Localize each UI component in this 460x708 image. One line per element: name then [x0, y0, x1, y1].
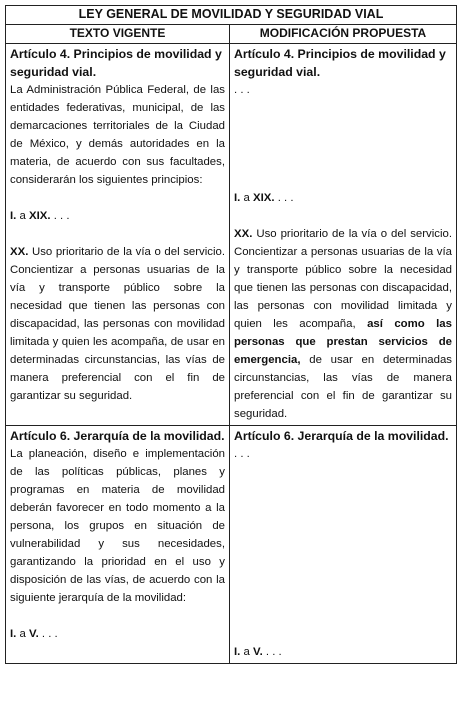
article-4-current-range: [10, 207, 225, 225]
table-title: LEY GENERAL DE MOVILIDAD Y SEGURIDAD VIAL: [6, 6, 457, 25]
range-start: I.: [10, 628, 17, 640]
range-connector: a: [240, 192, 254, 204]
range-ellipsis: . . .: [50, 210, 70, 222]
article-6-current-intro: La planeación, diseño e implementación de las políticas públicas, planes y programas en materia de movilidad deberán favorecer en todo momento a la persona, los grupos en situación de vulnerabilidad y sus necesidades, garantizando la prioridad en el uso y disposición de las vías, de acuerdo con la siguiente jerarquía de la movilidad:: [10, 448, 225, 604]
range-end: XIX.: [253, 192, 275, 204]
article-4-proposed-title: Artículo 4. Principios de movilidad y seguridad vial.: [234, 47, 446, 79]
article-4-current-intro: La Administración Pública Federal, de las entidades federativas, municipal, de las demarcaciones territoriales de la Ciudad de México, y demás autoridades en la materia, de acuerdo con sus facultades, considerarán los siguientes principios:: [10, 84, 225, 186]
article-4-proposed-cell: [230, 44, 457, 426]
article-6-proposed-title: Artículo 6. Jerarquía de la movilidad.: [234, 429, 449, 443]
table-row-article-6: [6, 426, 457, 664]
spacer: [234, 99, 452, 189]
comparison-table: [5, 5, 457, 664]
article-4-current-title: Artículo 4. Principios de movilidad y seguridad vial.: [10, 47, 222, 79]
range-connector: a: [16, 628, 30, 640]
fraction-added-text: así como las personas que prestan servicios de emergencia,: [234, 318, 452, 366]
spacer: [10, 225, 225, 243]
column-header-current-text: TEXTO VIGENTE: [6, 25, 230, 44]
range-end: XIX.: [29, 210, 51, 222]
article-4-proposed-ellipsis: . . .: [234, 84, 250, 96]
spacer: [234, 463, 452, 643]
table-header-row: [6, 25, 457, 44]
range-ellipsis: . . .: [262, 646, 282, 658]
range-start: I.: [234, 192, 241, 204]
article-4-current-cell: [6, 44, 230, 426]
article-4-proposed-fraction-xx: [234, 225, 452, 423]
fraction-label: XX.: [10, 246, 29, 258]
range-ellipsis: . . .: [38, 628, 58, 640]
range-connector: a: [240, 646, 254, 658]
article-6-proposed-range: [234, 643, 452, 661]
range-start: I.: [10, 210, 17, 222]
spacer: [10, 189, 225, 207]
article-4-proposed-range: [234, 189, 452, 207]
comparison-document: [5, 5, 456, 664]
spacer: [10, 607, 225, 625]
article-6-proposed-ellipsis: . . .: [234, 448, 250, 460]
spacer: [234, 207, 452, 225]
range-connector: a: [16, 210, 30, 222]
table-title-row: [6, 6, 457, 25]
article-6-proposed-cell: [230, 426, 457, 664]
fraction-label: XX.: [234, 228, 253, 240]
fraction-text-end: de usar en determinadas circunstancias, las vías de manera preferencial con el fin de garantizar su seguridad.: [234, 354, 452, 420]
range-ellipsis: . . .: [274, 192, 294, 204]
article-6-current-title: Artículo 6. Jerarquía de la movilidad.: [10, 429, 225, 443]
table-row-article-4: [6, 44, 457, 426]
article-4-current-fraction-xx: [10, 243, 225, 405]
range-end: V.: [253, 646, 263, 658]
article-6-current-cell: [6, 426, 230, 664]
column-header-proposed-text: MODIFICACIÓN PROPUESTA: [230, 25, 457, 44]
fraction-text: Uso prioritario de la vía o del servicio. Concientizar a personas usuarias de la vía y transporte público sobre la necesidad que tienen las personas con discapacidad, las personas con movilidad limitada y quien les acompaña, de usar en determinadas circunstancias, las vías de manera preferencial con el fin de garantizar su seguridad.: [10, 246, 225, 402]
article-6-current-range: [10, 625, 225, 643]
fraction-text: Uso prioritario de la vía o del servicio. Concientizar a personas usuarias de la vía y transporte público sobre la necesidad que tienen las personas con discapacidad, las personas con movilidad limitada y quien les acompaña,: [234, 228, 452, 330]
range-start: I.: [234, 646, 241, 658]
range-end: V.: [29, 628, 39, 640]
